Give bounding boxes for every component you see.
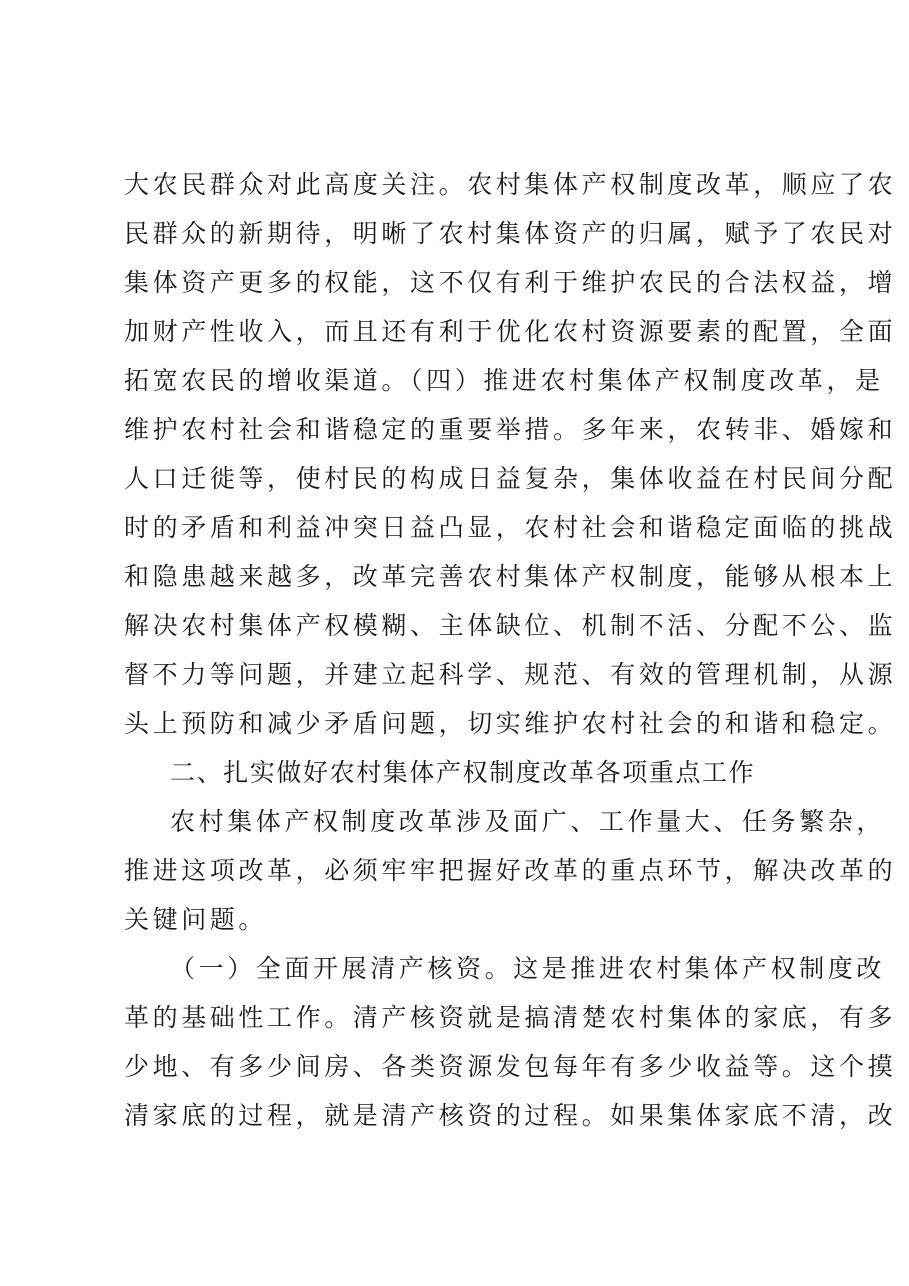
subsection-heading-line: （一）全面开展清产核资。这是推进农村集体产权制度改 bbox=[170, 954, 886, 983]
paragraph-line: 时的矛盾和利益冲突日益凸显，农村社会和谐稳定面临的挑战 bbox=[124, 513, 897, 542]
paragraph-line: 头上预防和减少矛盾问题，切实维护农村社会的和谐和稳定。 bbox=[124, 709, 897, 738]
paragraph-line: 解决农村集体产权模糊、主体缺位、机制不活、分配不公、监 bbox=[124, 611, 897, 640]
paragraph-line: 拓宽农民的增收渠道。（四）推进农村集体产权制度改革，是 bbox=[124, 366, 884, 395]
paragraph-line: 加财产性收入，而且还有利于优化农村资源要素的配置，全面 bbox=[124, 317, 897, 346]
paragraph-line: 维护农村社会和谐稳定的重要举措。多年来，农转非、婚嫁和 bbox=[124, 415, 897, 444]
paragraph-line: 督不力等问题，并建立起科学、规范、有效的管理机制，从源 bbox=[124, 660, 897, 689]
paragraph-line: 大农民群众对此高度关注。农村集体产权制度改革，顺应了农 bbox=[124, 170, 897, 199]
paragraph-line: 少地、有多少间房、各类资源发包每年有多少收益等。这个摸 bbox=[124, 1052, 897, 1081]
paragraph-line: 农村集体产权制度改革涉及面广、工作量大、任务繁杂， bbox=[170, 807, 886, 836]
section-heading: 二、扎实做好农村集体产权制度改革各项重点工作 bbox=[170, 758, 756, 787]
paragraph-line: 民群众的新期待，明晰了农村集体资产的归属，赋予了农民对 bbox=[124, 219, 897, 248]
paragraph-line: 清家底的过程，就是清产核资的过程。如果集体家底不清，改 bbox=[124, 1101, 897, 1130]
paragraph-line: 推进这项改革，必须牢牢把握好改革的重点环节，解决改革的 bbox=[124, 856, 897, 885]
paragraph-line: 革的基础性工作。清产核资就是搞清楚农村集体的家底，有多 bbox=[124, 1003, 897, 1032]
paragraph-line: 和隐患越来越多，改革完善农村集体产权制度，能够从根本上 bbox=[124, 562, 897, 591]
paragraph-line: 关键问题。 bbox=[124, 905, 268, 934]
paragraph-line: 人口迁徙等，使村民的构成日益复杂，集体收益在村民间分配 bbox=[124, 464, 897, 493]
paragraph-line: 集体资产更多的权能，这不仅有利于维护农民的合法权益，增 bbox=[124, 268, 897, 297]
